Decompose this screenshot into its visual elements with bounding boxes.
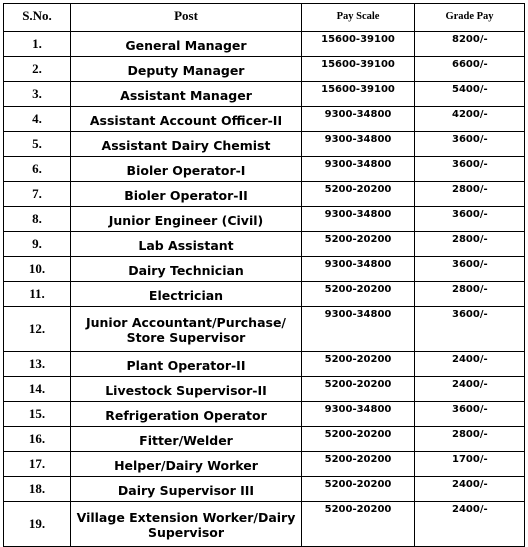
table-row [4, 307, 525, 352]
post-cell: Dairy Technician [71, 257, 302, 282]
grade-pay-cell: 4200/- [415, 107, 525, 132]
post-cell: Fitter/Welder [71, 427, 302, 452]
sno-cell: 3. [4, 82, 71, 107]
table-row [4, 107, 525, 132]
table-row [4, 282, 525, 307]
table-row [4, 427, 525, 452]
post-cell: Lab Assistant [71, 232, 302, 257]
table-row [4, 452, 525, 477]
grade-pay-cell: 3600/- [415, 207, 525, 232]
grade-pay-cell: 3600/- [415, 402, 525, 427]
post-cell: Dairy Supervisor III [71, 477, 302, 502]
post-cell: Village Extension Worker/Dairy Supervisor [71, 502, 302, 547]
grade-pay-cell: 2800/- [415, 232, 525, 257]
grade-pay-cell: 5400/- [415, 82, 525, 107]
post-cell: Refrigeration Operator [71, 402, 302, 427]
post-cell: Livestock Supervisor-II [71, 377, 302, 402]
sno-cell: 6. [4, 157, 71, 182]
post-cell: Plant Operator-II [71, 352, 302, 377]
pay-scale-cell: 5200-20200 [302, 377, 415, 402]
sno-cell: 9. [4, 232, 71, 257]
header-pay-scale: Pay Scale [302, 4, 415, 32]
table-row [4, 157, 525, 182]
grade-pay-cell: 2400/- [415, 377, 525, 402]
sno-cell: 15. [4, 402, 71, 427]
pay-scale-cell: 9300-34800 [302, 307, 415, 352]
sno-cell: 17. [4, 452, 71, 477]
grade-pay-cell: 3600/- [415, 132, 525, 157]
post-cell: Junior Engineer (Civil) [71, 207, 302, 232]
post-cell: Helper/Dairy Worker [71, 452, 302, 477]
pay-scale-cell: 5200-20200 [302, 427, 415, 452]
sno-cell: 10. [4, 257, 71, 282]
posts-pay-table [3, 3, 525, 547]
sno-cell: 8. [4, 207, 71, 232]
grade-pay-cell: 3600/- [415, 157, 525, 182]
table-row [4, 207, 525, 232]
post-cell: Bioler Operator-I [71, 157, 302, 182]
grade-pay-cell: 1700/- [415, 452, 525, 477]
sno-cell: 1. [4, 32, 71, 57]
table-row [4, 402, 525, 427]
table-row [4, 57, 525, 82]
sno-cell: 12. [4, 307, 71, 352]
pay-scale-cell: 5200-20200 [302, 182, 415, 207]
sno-cell: 19. [4, 502, 71, 547]
table-row [4, 502, 525, 547]
grade-pay-cell: 2400/- [415, 352, 525, 377]
header-grade-pay: Grade Pay [415, 4, 525, 32]
post-cell: Deputy Manager [71, 57, 302, 82]
grade-pay-cell: 2400/- [415, 477, 525, 502]
pay-scale-cell: 15600-39100 [302, 32, 415, 57]
pay-scale-cell: 5200-20200 [302, 452, 415, 477]
pay-scale-cell: 5200-20200 [302, 282, 415, 307]
table-row [4, 477, 525, 502]
header-post: Post [71, 4, 302, 32]
pay-scale-cell: 9300-34800 [302, 132, 415, 157]
grade-pay-cell: 2800/- [415, 182, 525, 207]
post-cell: Bioler Operator-II [71, 182, 302, 207]
pay-scale-cell: 5200-20200 [302, 232, 415, 257]
post-cell: Assistant Dairy Chemist [71, 132, 302, 157]
table-row [4, 132, 525, 157]
table-row [4, 232, 525, 257]
table-row [4, 352, 525, 377]
grade-pay-cell: 8200/- [415, 32, 525, 57]
pay-scale-cell: 15600-39100 [302, 82, 415, 107]
sno-cell: 14. [4, 377, 71, 402]
grade-pay-cell: 6600/- [415, 57, 525, 82]
grade-pay-cell: 2400/- [415, 502, 525, 547]
pay-scale-cell: 9300-34800 [302, 207, 415, 232]
sno-cell: 11. [4, 282, 71, 307]
sno-cell: 18. [4, 477, 71, 502]
sno-cell: 5. [4, 132, 71, 157]
table-row [4, 32, 525, 57]
grade-pay-cell: 2800/- [415, 427, 525, 452]
post-cell: Junior Accountant/Purchase/ Store Supervisor [71, 307, 302, 352]
table-row [4, 82, 525, 107]
table-row [4, 182, 525, 207]
pay-scale-cell: 9300-34800 [302, 157, 415, 182]
post-cell: Assistant Manager [71, 82, 302, 107]
pay-scale-cell: 5200-20200 [302, 502, 415, 547]
grade-pay-cell: 2800/- [415, 282, 525, 307]
table-header-row [4, 4, 525, 32]
sno-cell: 16. [4, 427, 71, 452]
grade-pay-cell: 3600/- [415, 257, 525, 282]
sno-cell: 13. [4, 352, 71, 377]
pay-scale-cell: 5200-20200 [302, 352, 415, 377]
sno-cell: 4. [4, 107, 71, 132]
sno-cell: 2. [4, 57, 71, 82]
table-row [4, 377, 525, 402]
pay-scale-cell: 9300-34800 [302, 402, 415, 427]
header-sno: S.No. [4, 4, 71, 32]
pay-scale-cell: 9300-34800 [302, 107, 415, 132]
post-cell: Assistant Account Officer-II [71, 107, 302, 132]
pay-scale-cell: 9300-34800 [302, 257, 415, 282]
table-row [4, 257, 525, 282]
pay-scale-cell: 5200-20200 [302, 477, 415, 502]
sno-cell: 7. [4, 182, 71, 207]
grade-pay-cell: 3600/- [415, 307, 525, 352]
post-cell: Electrician [71, 282, 302, 307]
post-cell: General Manager [71, 32, 302, 57]
pay-scale-cell: 15600-39100 [302, 57, 415, 82]
